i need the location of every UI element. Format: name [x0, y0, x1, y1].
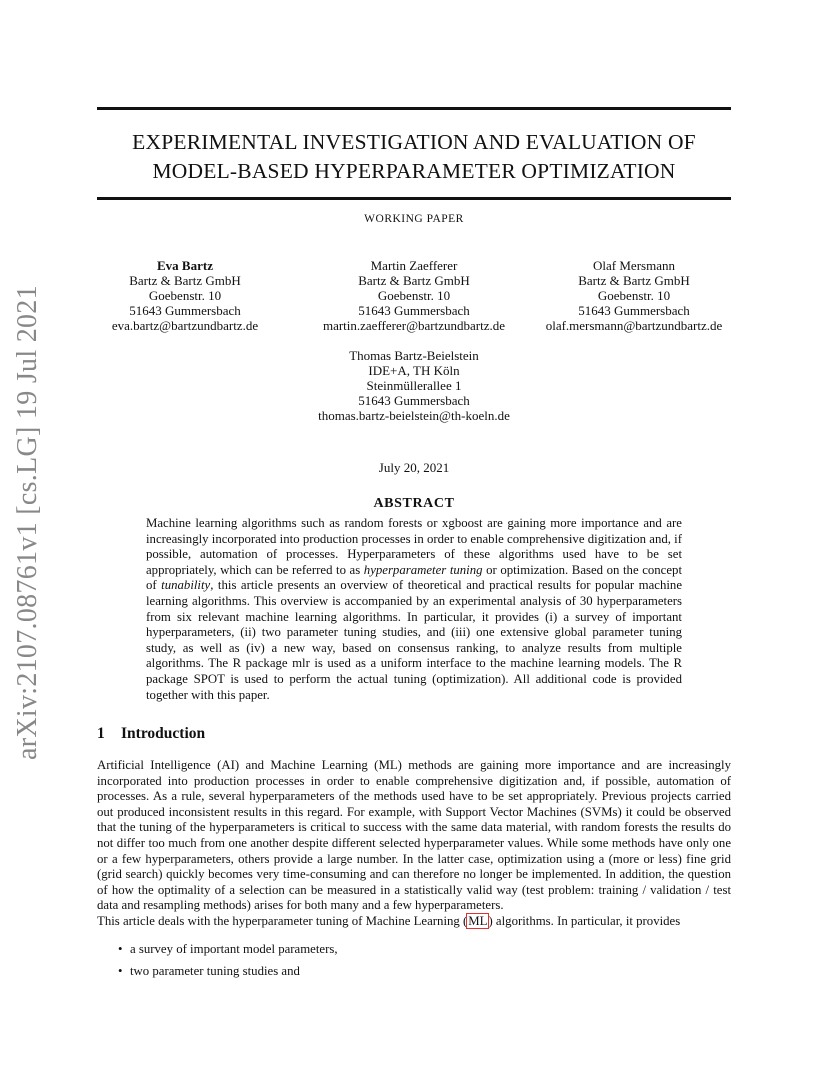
- author-affiliation: IDE+A, TH Köln: [368, 363, 460, 378]
- author-affiliation: Bartz & Bartz GmbH: [578, 273, 690, 288]
- author-affiliation: Bartz & Bartz GmbH: [358, 273, 470, 288]
- bullet-icon: •: [118, 963, 123, 978]
- author-city: 51643 Gummersbach: [358, 303, 470, 318]
- author-2: [292, 258, 536, 333]
- author-street: Goebenstr. 10: [597, 288, 671, 303]
- author-street: Goebenstr. 10: [377, 288, 451, 303]
- title-line-2: MODEL-BASED HYPERPARAMETER OPTIMIZATION: [152, 159, 676, 183]
- abstract-text: , this article presents an overview of theoretical and practical results for popular machine learning algorithms. This overview is accompanied by an experimental analysis of 30 hyperparameters from six relevant machine learning algorithms. In particular, it provides (i) a survey of important hyperparameters, (ii) two parameter tuning studies, and (iii) one extensive global parameter tuning study, as well as (iv) a new way, based on consensus ranking, to analyze results from multiple algorithms. The R package mlr is used as a uniform interface to the machine learning models. The R package SPOT is used to perform the actual tuning (optimization). All additional code is provided together with this paper.: [146, 578, 683, 702]
- author-affiliation: Bartz & Bartz GmbH: [129, 273, 241, 288]
- abstract-body: [146, 516, 682, 703]
- author-name: Eva Bartz: [157, 258, 213, 273]
- section-number: 1: [97, 725, 105, 742]
- author-email[interactable]: thomas.bartz-beielstein@th-koeln.de: [318, 408, 510, 423]
- abstract-heading: ABSTRACT: [373, 496, 455, 511]
- section-title: Introduction: [121, 725, 206, 742]
- abstract-text: Machine learning algorithms such as random forests or xgboost are gaining more importance and are increasingly incorporated into production processes in order to enable comprehensive digitization and, if possible, automation of processes. Hyperparameters of these algorithms used have to be set appropriately, which can be referred to as: [146, 516, 682, 577]
- working-paper-label: WORKING PAPER: [364, 213, 464, 225]
- author-1: [80, 258, 290, 333]
- title-line-1: EXPERIMENTAL INVESTIGATION AND EVALUATION OF: [132, 130, 696, 154]
- list-item-text: a survey of important model parameters,: [130, 942, 338, 956]
- author-3: [520, 258, 748, 333]
- author-street: Steinmüllerallee 1: [366, 378, 462, 393]
- abstract-text: or optimization. Based on the concept of: [146, 562, 682, 593]
- bottom-rule: [97, 197, 731, 200]
- author-name: Martin Zaefferer: [370, 258, 458, 273]
- intro-paragraph-2: [97, 914, 731, 930]
- author-email[interactable]: olaf.mersmann@bartzundbartz.de: [545, 318, 723, 333]
- glossary-link-ml[interactable]: ML: [468, 914, 488, 928]
- arxiv-side-stamp: arXiv:2107.08761v1 [cs.LG] 19 Jul 2021: [12, 285, 43, 760]
- author-4: [294, 348, 534, 423]
- author-name: Olaf Mersmann: [593, 258, 675, 273]
- paragraph-text: This article deals with the hyperparameter tuning of Machine Learning (: [97, 914, 468, 928]
- abstract-emphasis: tunability: [161, 578, 211, 593]
- top-rule: [97, 107, 731, 110]
- author-city: 51643 Gummersbach: [358, 393, 470, 408]
- paragraph-text: ) algorithms. In particular, it provides: [488, 914, 681, 928]
- author-street: Goebenstr. 10: [148, 288, 222, 303]
- section-heading: [97, 725, 205, 743]
- author-city: 51643 Gummersbach: [129, 303, 241, 318]
- list-item: [118, 942, 338, 958]
- intro-paragraph-1: Artificial Intelligence (AI) and Machine Learning (ML) methods are gaining more importance and are increasingly incorporated into production processes in order to enable comprehensive digitization and, if possible, automation of processes. As a rule, several hyperparameters of the methods used have to be set appropriately. Previous projects carried out produced inconsistent results in this regard. For example, with Support Vector Machines (SVMs) it could be observed that the tuning of the hyperparameters is critical to success with the same data material, with random forests the results do not differ too much from one another despite different selected hyperparameter values. While some methods have only one or a few hyperparameters, others provide a large number. In the latter case, optimization using a (more or less) fine grid (grid search) quickly becomes very time-consuming and can therefore no longer be implemented. In addition, the question of how the optimality of a selection can be measured in a statistically valid way (test problem: training / validation / test data and resampling methods) arises for both many and a few hyperparameters.: [97, 758, 731, 913]
- paper-date: July 20, 2021: [378, 460, 450, 475]
- abstract-emphasis: hyperparameter tuning: [363, 562, 483, 577]
- author-email[interactable]: martin.zaefferer@bartzundbartz.de: [322, 318, 506, 333]
- author-city: 51643 Gummersbach: [578, 303, 690, 318]
- author-email[interactable]: eva.bartz@bartzundbartz.de: [111, 318, 259, 333]
- list-item-text: two parameter tuning studies and: [130, 963, 300, 978]
- author-name: Thomas Bartz-Beielstein: [349, 348, 479, 363]
- paper-title: [97, 128, 731, 186]
- list-item: [118, 964, 338, 980]
- contribution-list: [118, 942, 338, 985]
- bullet-icon: •: [118, 942, 123, 956]
